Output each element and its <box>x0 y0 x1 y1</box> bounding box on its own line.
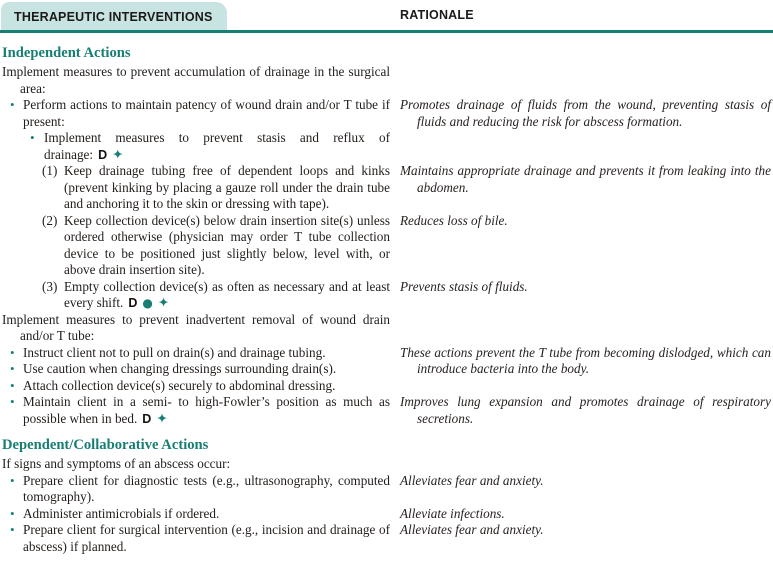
rationale-header-label: RATIONALE <box>400 8 474 22</box>
intervention-item: (3) Empty collection device(s) as often as necessary and at least every shift. D ● ✦ <box>42 278 390 311</box>
item-number: (3) <box>42 278 58 294</box>
bullet-icon: • <box>10 344 15 360</box>
rationale-cell <box>400 522 771 555</box>
rationale-cell <box>400 312 771 345</box>
interventions-cell <box>2 279 390 312</box>
rationale-cell <box>400 97 771 163</box>
star-symbol-icon: ✦ <box>157 295 170 311</box>
intervention-item: (1) Keep drainage tubing free of dependent loops and kinks (prevent kinking by placing a gauze roll under the drain tube and anchoring it to the skin or dressing with tape). <box>42 163 390 211</box>
rationale-cell <box>400 163 771 213</box>
rationale-cell <box>400 345 771 395</box>
interventions-cell <box>2 522 390 555</box>
intervention-item: • Use caution when changing dressings surrounding drain(s). <box>10 361 337 376</box>
rationale-text: These actions prevent the T tube from becoming dislodged, which can introduce bacteria into the body. <box>400 344 771 376</box>
section-heading: Independent Actions <box>2 45 131 61</box>
bullet-icon: • <box>30 130 35 145</box>
interventions-cell <box>2 345 390 395</box>
delegatable-symbol: D <box>98 147 108 162</box>
intervention-text: Implement measures to prevent inadvertent removal of wound drain and/or T tube: <box>2 311 390 343</box>
intervention-item: • Prepare client for surgical intervention (e.g., incision and drainage of abscess) if planned. <box>10 522 390 554</box>
table-row <box>2 394 771 427</box>
interventions-cell <box>2 97 390 163</box>
rationale-text: Alleviate infections. <box>400 505 505 521</box>
intervention-item: • Perform actions to maintain patency of wound drain and/or T tube if present: <box>10 97 390 129</box>
table-row <box>2 473 771 506</box>
item-number: (2) <box>42 212 58 228</box>
rationale-text: Alleviates fear and anxiety. <box>400 472 544 488</box>
delegatable-symbol: D <box>142 411 152 426</box>
interventions-rationale-table <box>0 33 773 555</box>
interventions-cell <box>2 394 390 427</box>
intervention-item: • Implement measures to prevent stasis and reflux of drainage: D ✦ <box>30 130 390 163</box>
interventions-cell <box>2 312 390 345</box>
delegatable-symbol: D <box>128 296 138 310</box>
rationale-cell <box>400 427 771 473</box>
interventions-cell <box>2 163 390 213</box>
interventions-tab-header <box>1 2 227 31</box>
rationale-text: Maintains appropriate drainage and prevents it from leaking into the abdomen. <box>400 163 771 195</box>
dot-symbol-icon: ● <box>142 296 153 310</box>
intervention-item: (2) Keep collection device(s) below drain insertion site(s) unless ordered otherwise (physician may order T tube collection device to be positioned just slightly below, level with, or above drain insertion site). <box>42 212 390 277</box>
table-row <box>2 279 771 312</box>
item-number: (1) <box>42 163 58 178</box>
bullet-icon: • <box>10 505 15 521</box>
table-row <box>2 345 771 395</box>
star-symbol-icon: ✦ <box>112 146 124 163</box>
interventions-cell <box>2 473 390 506</box>
rationale-cell <box>400 394 771 427</box>
table-row <box>2 163 771 213</box>
interventions-cell <box>2 36 390 97</box>
rationale-text: Alleviates fear and anxiety. <box>400 522 544 537</box>
bullet-icon: • <box>10 97 15 112</box>
table-row <box>2 506 771 523</box>
table-row <box>2 36 771 97</box>
bullet-icon: • <box>10 394 15 409</box>
rationale-text: Prevents stasis of fluids. <box>400 278 528 294</box>
bullet-icon: • <box>10 361 15 376</box>
table-row <box>2 522 771 555</box>
intervention-item: • Administer antimicrobials if ordered. <box>10 505 220 521</box>
rationale-cell <box>400 213 771 279</box>
interventions-cell <box>2 427 390 473</box>
section-heading: Dependent/Collaborative Actions <box>2 437 209 453</box>
rationale-text: Promotes drainage of fluids from the wound, preventing stasis of fluids and reducing the risk for abscess formation. <box>400 97 771 129</box>
table-row <box>2 427 771 473</box>
rationale-cell <box>400 473 771 506</box>
rationale-text: Reduces loss of bile. <box>400 212 508 228</box>
intervention-item: • Maintain client in a semi- to high-Fowler’s position as much as possible when in bed. D ✦ <box>10 394 390 427</box>
intervention-item: • Attach collection device(s) securely to abdominal dressing. <box>10 377 336 393</box>
rationale-cell <box>400 279 771 312</box>
interventions-cell <box>2 506 390 523</box>
bullet-icon: • <box>10 377 15 393</box>
table-row <box>2 97 771 163</box>
intervention-item: • Instruct client not to pull on drain(s) and drainage tubing. <box>10 344 326 360</box>
intervention-text: If signs and symptoms of an abscess occur: <box>2 456 231 471</box>
rationale-text: Improves lung expansion and promotes drainage of respiratory secretions. <box>400 394 771 426</box>
interventions-cell <box>2 213 390 279</box>
table-row <box>2 213 771 279</box>
header-rule <box>0 30 773 33</box>
table-header <box>0 0 773 33</box>
bullet-icon: • <box>10 522 15 537</box>
intervention-text: Implement measures to prevent accumulation of drainage in the surgical area: <box>2 64 390 96</box>
star-symbol-icon: ✦ <box>156 410 168 427</box>
table-row <box>2 312 771 345</box>
rationale-cell <box>400 36 771 97</box>
interventions-header-label: THERAPEUTIC INTERVENTIONS <box>14 9 213 24</box>
rationale-cell <box>400 506 771 523</box>
intervention-item: • Prepare client for diagnostic tests (e.g., ultrasonography, computed tomography). <box>10 472 390 504</box>
bullet-icon: • <box>10 472 15 488</box>
